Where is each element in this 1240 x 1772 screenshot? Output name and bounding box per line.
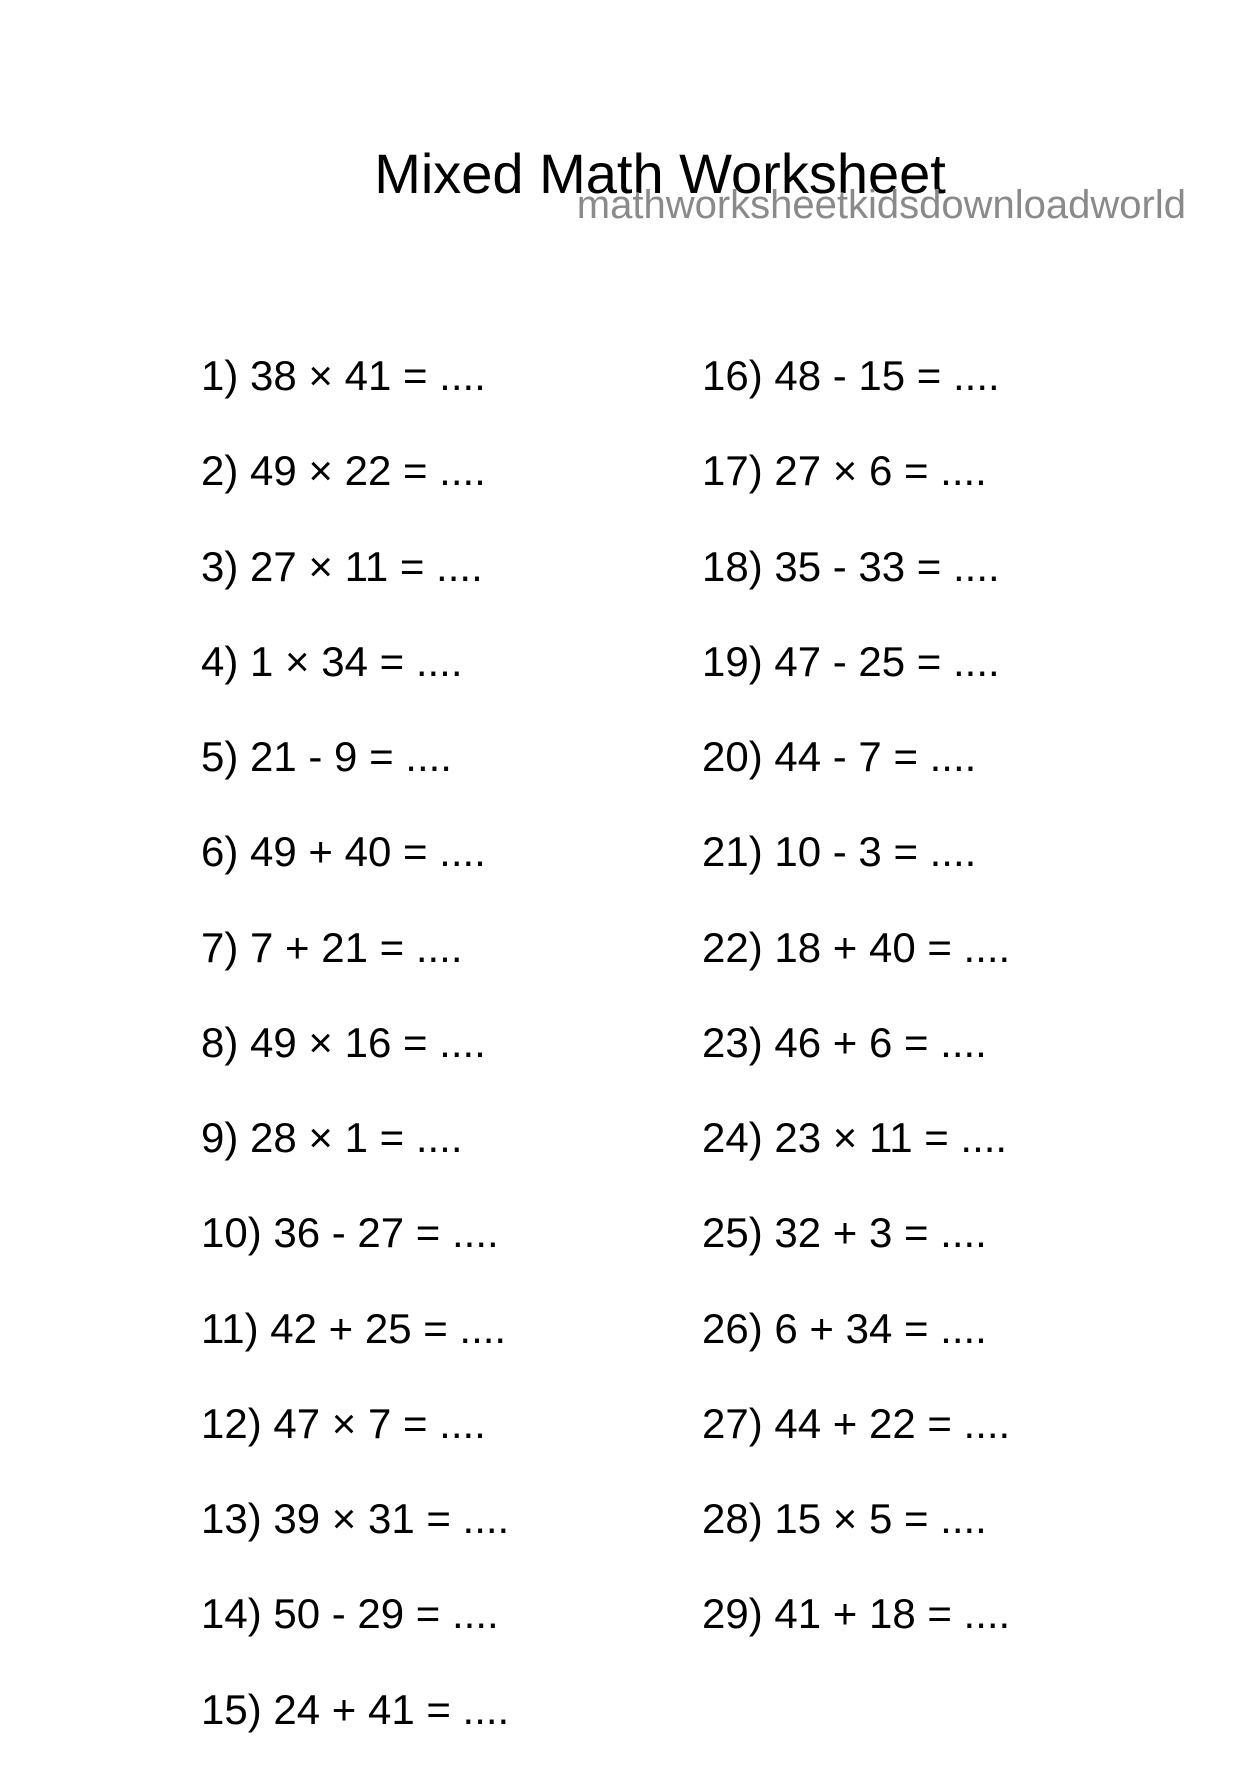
problem-item: 20) 44 - 7 = ....	[702, 733, 977, 780]
problem-item: 16) 48 - 15 = ....	[702, 352, 1000, 399]
problem-item: 8) 49 × 16 = ....	[201, 1018, 486, 1066]
problem-item: 25) 32 + 3 = ....	[702, 1209, 987, 1257]
problem-item: 29) 41 + 18 = ....	[702, 1590, 1011, 1638]
problem-item: 19) 47 - 25 = ....	[702, 637, 1000, 685]
problem-item: 23) 46 + 6 = ....	[702, 1018, 987, 1066]
problem-item: 18) 35 - 33 = ....	[702, 542, 1000, 590]
problem-item: 3) 27 × 11 = ....	[201, 542, 483, 590]
problem-item: 27) 44 + 22 = ....	[702, 1399, 1011, 1447]
worksheet-source: mathworksheetkidsdownloadworld	[576, 183, 1186, 227]
problem-item: 15) 24 + 41 = ....	[201, 1685, 510, 1733]
problem-item: 11) 42 + 25 = ....	[201, 1304, 507, 1352]
problem-item: 1) 38 × 41 = ....	[201, 352, 486, 399]
problem-list-left	[201, 343, 509, 1772]
problem-item: 10) 36 - 27 = ....	[201, 1209, 499, 1257]
problem-item: 13) 39 × 31 = ....	[201, 1495, 510, 1542]
problem-item: 17) 27 × 6 = ....	[702, 447, 987, 495]
problem-item: 21) 10 - 3 = ....	[702, 828, 977, 876]
problem-list-right	[702, 343, 1010, 1677]
problem-item: 6) 49 + 40 = ....	[201, 828, 486, 876]
problem-item: 22) 18 + 40 = ....	[702, 923, 1011, 971]
problem-item: 4) 1 × 34 = ....	[201, 637, 463, 685]
problem-item: 26) 6 + 34 = ....	[702, 1304, 987, 1352]
problem-item: 24) 23 × 11 = ....	[702, 1114, 1008, 1161]
worksheet-title: Mixed Math Worksheet	[374, 141, 946, 205]
problem-item: 7) 7 + 21 = ....	[201, 923, 463, 971]
problem-item: 12) 47 × 7 = ....	[201, 1399, 486, 1447]
problem-item: 28) 15 × 5 = ....	[702, 1495, 987, 1542]
problem-item: 9) 28 × 1 = ....	[201, 1114, 463, 1161]
problem-item: 14) 50 - 29 = ....	[201, 1590, 499, 1638]
problem-item: 5) 21 - 9 = ....	[201, 733, 452, 780]
problem-item: 2) 49 × 22 = ....	[201, 447, 486, 495]
